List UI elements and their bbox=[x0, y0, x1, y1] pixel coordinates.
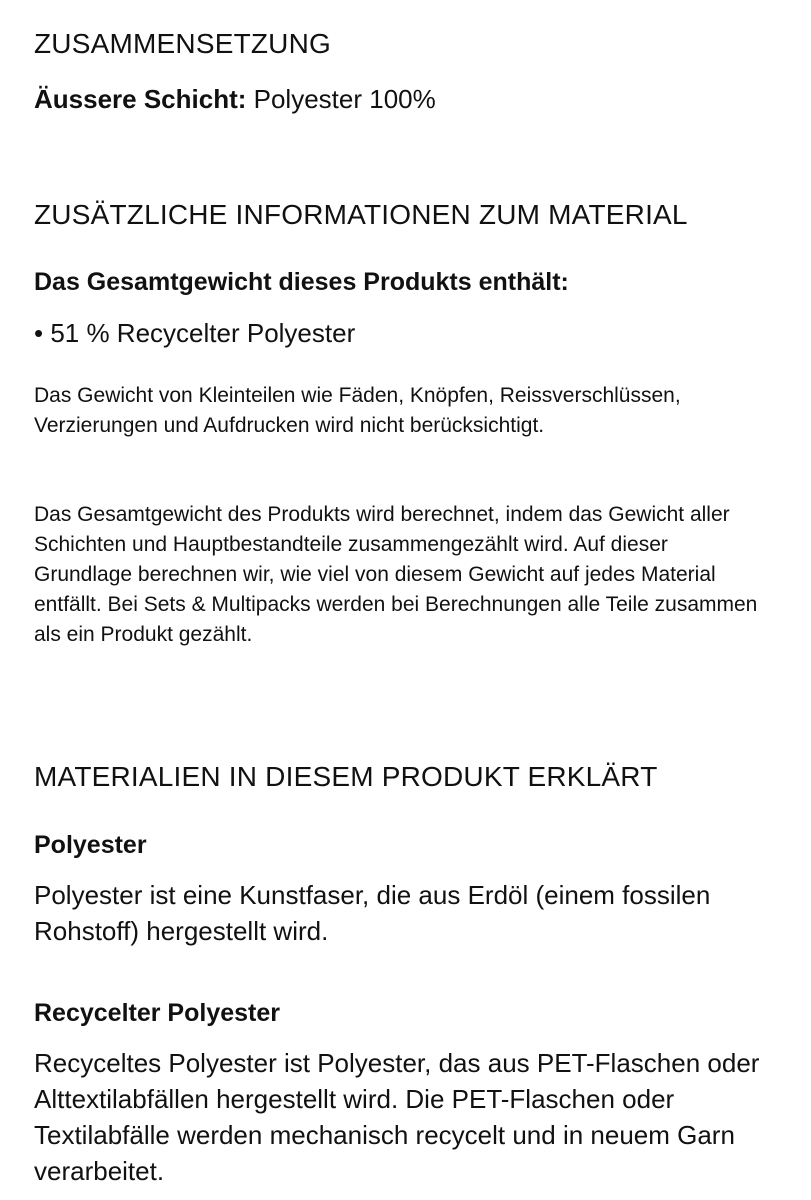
small-parts-note: Das Gewicht von Kleinteilen wie Fäden, Knöpfen, Reissverschlüssen, Verzierungen und Aufdrucken wird nicht berücksichtigt. bbox=[34, 384, 681, 437]
total-weight-heading: Das Gesamtgewicht dieses Produkts enthält: bbox=[34, 268, 569, 296]
composition-heading: ZUSAMMENSETZUNG bbox=[34, 28, 331, 59]
outer-layer-composition bbox=[34, 82, 791, 116]
material-description-recycled-polyester: Recyceltes Polyester ist Polyester, das aus PET-Flaschen oder Alttextilabfällen hergestellt wird. Die PET-Flaschen oder Textilabfälle werden mechanisch recycelt und in neuem Garn verarbeitet. bbox=[34, 1048, 760, 1186]
recycled-polyester-share: • 51 % Recycelter Polyester bbox=[34, 318, 356, 348]
material-name-recycled-polyester: Recycelter Polyester bbox=[34, 999, 280, 1027]
material-description-polyester: Polyester ist eine Kunstfaser, die aus Erdöl (einem fossilen Rohstoff) hergestellt wird. bbox=[34, 880, 711, 946]
additional-info-heading: ZUSÄTZLICHE INFORMATIONEN ZUM MATERIAL bbox=[34, 199, 688, 230]
outer-layer-value: Polyester 100% bbox=[246, 84, 436, 114]
outer-layer-label: Äussere Schicht: bbox=[34, 84, 247, 114]
material-name-polyester: Polyester bbox=[34, 831, 147, 859]
weight-calculation-note: Das Gesamtgewicht des Produkts wird berechnet, indem das Gewicht aller Schichten und Hauptbestandteile zusammengezählt wird. Auf dieser Grundlage berechnen wir, wie viel von diesem Gewicht auf jedes Material entfällt. Bei Sets & Multipacks werden bei Berechnungen alle Teile zusammen als ein Produkt gezählt. bbox=[34, 503, 758, 646]
materials-heading: MATERIALIEN IN DIESEM PRODUKT ERKLÄRT bbox=[34, 761, 658, 792]
